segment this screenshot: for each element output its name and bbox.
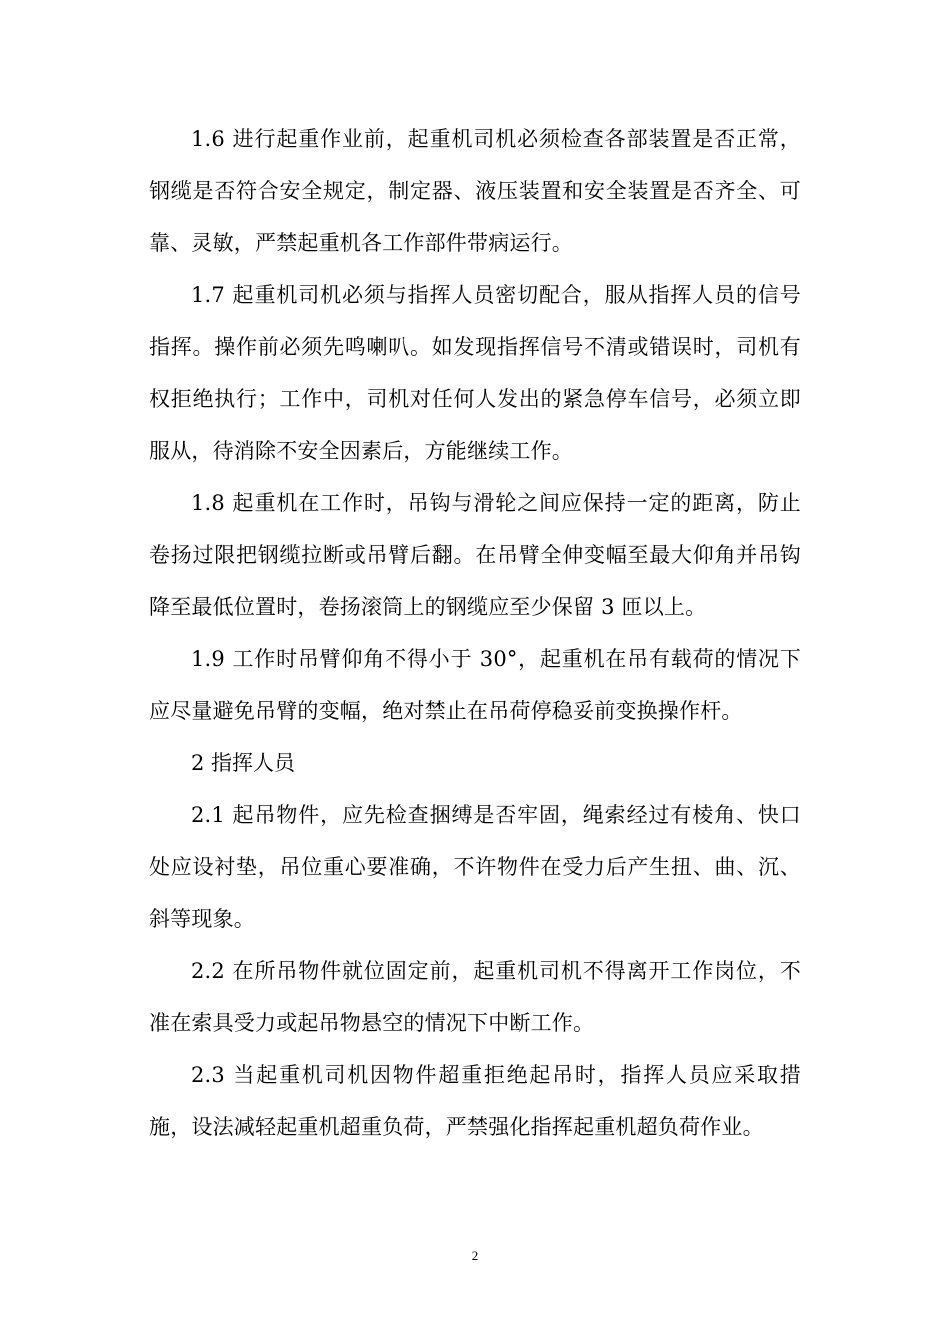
paragraph-2-1: 2.1 起吊物件，应先检查捆缚是否牢固，绳索经过有棱角、快口处应设衬垫，吊位重心要准确，不许物件在受力后产生扭、曲、沉、斜等现象。 [149,803,801,931]
paragraph-1-7: 1.7 起重机司机必须与指挥人员密切配合，服从指挥人员的信号指挥。操作前必须先鸣喇叭。如发现指挥信号不清或错误时，司机有权拒绝执行；工作中，司机对任何人发出的紧急停车信号，必须立即服从，待消除不安全因素后，方能继续工作。 [149,283,801,463]
paragraph-2-2: 2.2 在所吊物件就位固定前，起重机司机不得离开工作岗位，不准在索具受力或起吊物悬空的情况下中断工作。 [149,959,801,1035]
paragraph-1-6: 1.6 进行起重作业前，起重机司机必须检查各部装置是否正常，钢缆是否符合安全规定，制定器、液压装置和安全装置是否齐全、可靠、灵敏，严禁起重机各工作部件带病运行。 [149,127,801,255]
paragraph-2-3: 2.3 当起重机司机因物件超重拒绝起吊时，指挥人员应采取措施，设法减轻起重机超重负荷，严禁强化指挥起重机超负荷作业。 [149,1063,801,1139]
document-body [149,113,801,1153]
paragraph-1-8: 1.8 起重机在工作时，吊钩与滑轮之间应保持一定的距离，防止卷扬过限把钢缆拉断或吊臂后翻。在吊臂全伸变幅至最大仰角并吊钩降至最低位置时，卷扬滚筒上的钢缆应至少保留 3 匝以上。 [149,491,801,619]
section-heading: 2 指挥人员 [191,751,296,775]
page-number: 2 [471,1248,479,1263]
paragraph-1-9: 1.9 工作时吊臂仰角不得小于 30°，起重机在吊有载荷的情况下应尽量避免吊臂的变幅，绝对禁止在吊荷停稳妥前变换操作杆。 [149,647,801,723]
